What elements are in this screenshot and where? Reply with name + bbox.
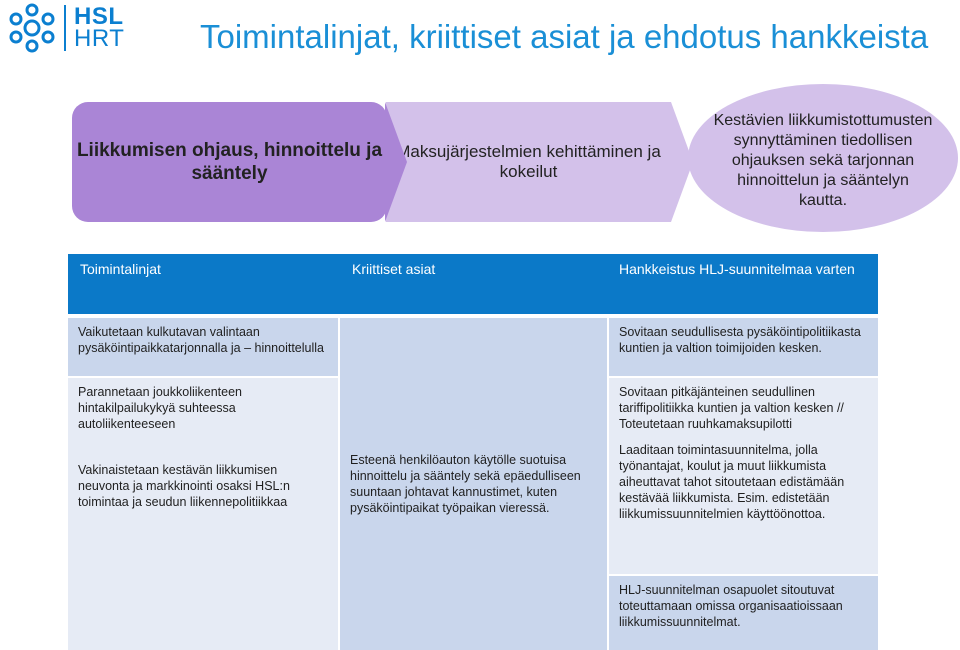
project-mobility-plans: HLJ-suunnitelman osapuolet sitoutuvat toteuttamaan omissa organisaatioissaan liikkumissuunnitelmat. [619,583,843,629]
policy-ticket-pricing: Parannetaan joukkoliikenteen hintakilpailukykyä suhteessa autoliikenteeseen [78,385,243,431]
table-cell-col2 [340,318,607,650]
table-body [68,318,878,650]
logo-line-1: HSL [74,3,124,30]
header-hankkeistus: Hankkeistus HLJ-suunnitelmaa varten [619,261,855,277]
step-2-label: Maksujärjestelmien kehittäminen ja kokeilut [396,142,661,181]
logo-line-2: HRT [74,25,125,52]
policy-mobility-advice: Vakinaistetaan kestävän liikkumisen neuvonta ja markkinointi osaksi HSL:n toimintaa ja seudun liikennepolitiikkaa [78,463,290,509]
step-1-label: Liikkumisen ohjaus, hinnoittelu ja sääntely [76,140,383,184]
strategy-table [68,254,878,650]
table-header [68,254,878,314]
table-cell-col1-row2 [68,378,338,650]
logo-divider [64,5,66,51]
step-3-ellipse [688,84,958,232]
table-cell-col3-row2 [609,378,878,574]
step-1-box [72,102,387,222]
project-action-plan: Laaditaan toimintasuunnitelma, jolla työnantajat, koulut ja muut liikkumista aiheuttavat tahot sitoutetaan edistämään kestävää liikkumista. Esim. edistetään liikkumissuunnitelmien käyttöönottoa. [619,443,845,521]
logo-wordmark [74,3,125,52]
step-2-box [386,102,671,222]
hsl-logo [4,2,124,54]
page-title: Toimintalinjat, kriittiset asiat ja ehdotus hankkeista [200,18,929,55]
step-3-label: Kestävien liikkumistottumusten synnyttäminen tiedollisen ohjauksen sekä tarjonnan hinnoittelun ja sääntelyn kautta. [713,112,933,209]
table-cell-col1-row1 [68,318,338,376]
hsl-logo-icon [4,2,60,54]
project-tariff-policy: Sovitaan pitkäjänteinen seudullinen tariffipolitiikka kuntien ja valtion kesken // [619,385,844,415]
header-toimintalinjat: Toimintalinjat [80,261,161,277]
header-kriittiset-asiat: Kriittiset asiat [352,261,436,277]
project-parking-policy: Sovitaan seudullisesta pysäköintipolitiikasta kuntien ja valtion toimijoiden kesken. [619,325,861,355]
policy-parking: Vaikutetaan kulkutavan valintaan pysäköintipaikkatarjonnalla ja – hinnoittelulla [78,325,324,355]
table-cell-col3-row3 [609,576,878,650]
project-congestion-pilot: Toteutetaan ruuhkamaksupilotti [619,417,793,431]
table-cell-col3-row1 [609,318,878,376]
critical-issue-text: Esteenä henkilöauton käytölle suotuisa hinnoittelu ja sääntely sekä epäedulliseen suuntaan johtavat kannustimet, kuten pysäköintipaikat työpaikan vieressä. [350,453,581,515]
